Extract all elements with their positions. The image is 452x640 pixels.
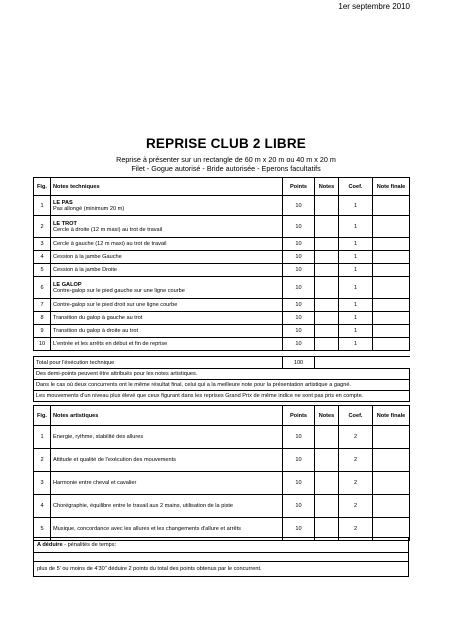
- criterion-desc: Harmonie entre cheval et cavalier: [51, 472, 283, 495]
- points-cell: 10: [283, 426, 315, 449]
- notes-cell[interactable]: [315, 449, 339, 472]
- table-row: [34, 216, 410, 238]
- header-fig: Fig.: [34, 178, 51, 196]
- fig-number: 1: [34, 426, 51, 449]
- movement-desc: Pas allongé (minimum 20 m): [53, 205, 125, 212]
- coef-cell: 1: [339, 238, 373, 251]
- header-final: Note finale: [373, 178, 410, 196]
- table-row: [34, 238, 410, 251]
- final-cell[interactable]: [373, 196, 410, 216]
- points-cell: 10: [283, 264, 315, 277]
- table-row: [34, 338, 410, 351]
- coef-cell: 2: [339, 426, 373, 449]
- notes-cell[interactable]: [315, 472, 339, 495]
- points-cell: 10: [283, 251, 315, 264]
- header-points: Points: [283, 178, 315, 196]
- criterion-desc: Energie, rythme, stabilité des allures: [51, 426, 283, 449]
- points-cell: 10: [283, 495, 315, 518]
- table-row: [34, 264, 410, 277]
- coef-cell: 2: [339, 495, 373, 518]
- header-coef: Coef.: [339, 406, 373, 426]
- final-cell[interactable]: [373, 338, 410, 351]
- header-technical-notes: Notes techniques: [51, 178, 283, 196]
- points-cell: 10: [283, 277, 315, 299]
- notes-cell[interactable]: [315, 251, 339, 264]
- points-cell: 10: [283, 472, 315, 495]
- note-row: [34, 369, 410, 380]
- header-notes: Notes: [315, 406, 339, 426]
- header-coef: Coef.: [339, 178, 373, 196]
- notes-cell[interactable]: [315, 196, 339, 216]
- header-notes: Notes: [315, 178, 339, 196]
- table-row: [34, 299, 410, 312]
- final-cell[interactable]: [373, 299, 410, 312]
- final-cell[interactable]: [373, 472, 410, 495]
- note-row: [34, 391, 410, 402]
- fig-number: 10: [34, 338, 51, 351]
- header-artistic-notes: Notes artistiques: [51, 406, 283, 426]
- notes-cell[interactable]: [315, 216, 339, 238]
- fig-number: 6: [34, 277, 51, 299]
- coef-cell: 1: [339, 277, 373, 299]
- fig-number: 9: [34, 325, 51, 338]
- fig-number: 5: [34, 518, 51, 541]
- coef-cell: 1: [339, 196, 373, 216]
- fig-number: 3: [34, 472, 51, 495]
- notes-cell[interactable]: [315, 312, 339, 325]
- notes-cell[interactable]: [315, 495, 339, 518]
- movement-desc: Cession à la jambe Droite: [51, 264, 283, 277]
- points-cell: 10: [283, 312, 315, 325]
- final-cell[interactable]: [373, 216, 410, 238]
- final-cell[interactable]: [373, 312, 410, 325]
- movement-desc: Cercle à gauche (12 m maxi) au trot de travail: [51, 238, 283, 251]
- final-cell[interactable]: [373, 238, 410, 251]
- subtitle-arena: Reprise à présenter sur un rectangle de 60 m x 20 m ou 40 m x 20 m: [116, 155, 336, 164]
- coef-cell: 2: [339, 472, 373, 495]
- page-title: REPRISE CLUB 2 LIBRE: [145, 136, 307, 151]
- deduction-label: A déduire: [37, 542, 63, 548]
- table-row: [34, 495, 410, 518]
- points-cell: 10: [283, 299, 315, 312]
- notes-cell[interactable]: [315, 238, 339, 251]
- deduction-label-rest: - pénalités de temps:: [62, 542, 117, 548]
- fig-number: 3: [34, 238, 51, 251]
- deduction-box: [33, 537, 409, 577]
- fig-number: 8: [34, 312, 51, 325]
- coef-cell: 2: [339, 518, 373, 541]
- points-cell: 10: [283, 518, 315, 541]
- header-fig: Fig.: [34, 406, 51, 426]
- coef-cell: 1: [339, 312, 373, 325]
- fig-number: 2: [34, 449, 51, 472]
- coef-cell: 1: [339, 338, 373, 351]
- deduction-rule: plus de 5' ou moins de 4'30" déduire 2 points du total des points obtenus par le concurrent.: [37, 566, 262, 572]
- coef-cell: 1: [339, 264, 373, 277]
- artistic-header-row: [34, 406, 410, 426]
- criterion-desc: Musique, concordance avec les allures et les changements d'allure et arrêts: [51, 518, 283, 541]
- artistic-notes-table: [33, 405, 410, 541]
- notes-cell[interactable]: [315, 277, 339, 299]
- header-final: Note finale: [373, 406, 410, 426]
- fig-number: 1: [34, 196, 51, 216]
- notes-cell[interactable]: [315, 426, 339, 449]
- total-points: 100: [283, 357, 315, 369]
- section-title: LE PAS: [53, 199, 73, 206]
- notes-cell[interactable]: [315, 299, 339, 312]
- total-blank: [315, 357, 410, 369]
- criterion-desc: Attitude et qualité de l'exécution des mouvements: [51, 449, 283, 472]
- section-title: LE TROT: [53, 220, 77, 227]
- fig-number: 4: [34, 495, 51, 518]
- deduction-blank: [34, 553, 408, 562]
- table-row: [34, 472, 410, 495]
- fig-number: 2: [34, 216, 51, 238]
- movement-cell: [51, 216, 283, 238]
- movement-desc: Contre-galop sur le pied droit sur une ligne courbe: [51, 299, 283, 312]
- table-row: [34, 312, 410, 325]
- movement-desc: L'entrée et les arrêts en début et fin de reprise: [51, 338, 283, 351]
- fig-number: 5: [34, 264, 51, 277]
- final-cell[interactable]: [373, 449, 410, 472]
- notes-cell[interactable]: [315, 325, 339, 338]
- notes-cell[interactable]: [315, 264, 339, 277]
- final-cell[interactable]: [373, 264, 410, 277]
- note-row: [34, 380, 410, 391]
- table-row: [34, 251, 410, 264]
- rule-note: Dans le cas où deux concurrents ont le même résultat final, celui qui a la meilleure note pour la présentation artistique a gagné.: [34, 380, 410, 391]
- total-label: Total pour l'éxécution technique: [34, 357, 283, 369]
- header-points: Points: [283, 406, 315, 426]
- fig-number: 7: [34, 299, 51, 312]
- movement-desc: Cercle à droite (12 m maxi) au trot de travail: [53, 226, 163, 233]
- coef-cell: 1: [339, 325, 373, 338]
- section-title: LE GALOP: [53, 281, 82, 288]
- final-cell[interactable]: [373, 426, 410, 449]
- points-cell: 10: [283, 325, 315, 338]
- table-row: [34, 426, 410, 449]
- final-cell[interactable]: [373, 277, 410, 299]
- table-row: [34, 325, 410, 338]
- points-cell: 10: [283, 238, 315, 251]
- fig-number: 4: [34, 251, 51, 264]
- table-row: [34, 277, 410, 299]
- technical-notes-table: [33, 177, 410, 402]
- total-row: [34, 357, 410, 369]
- technical-header-row: [34, 178, 410, 196]
- subtitle-equipment: Filet - Gogue autorisé - Bride autorisée - Eperons facultatifs: [131, 164, 321, 173]
- points-cell: 10: [283, 338, 315, 351]
- table-row: [34, 196, 410, 216]
- movement-cell: [51, 196, 283, 216]
- deduction-header: [34, 538, 408, 553]
- table-row: [34, 449, 410, 472]
- movement-desc: Contre-galop sur le pied gauche sur une ligne courbe: [53, 287, 185, 294]
- notes-cell[interactable]: [315, 338, 339, 351]
- movement-desc: Cession à la jambe Gauche: [51, 251, 283, 264]
- points-cell: 10: [283, 216, 315, 238]
- coef-cell: 1: [339, 251, 373, 264]
- rule-note: Des demi-points peuvent être attribués pour les notes artistiques.: [34, 369, 410, 380]
- coef-cell: 1: [339, 299, 373, 312]
- final-cell[interactable]: [373, 325, 410, 338]
- criterion-desc: Chorégraphie, équilibre entre le travail aux 2 mains, utilisation de la piste: [51, 495, 283, 518]
- document-date: 1er septembre 2010: [338, 2, 410, 11]
- coef-cell: 2: [339, 449, 373, 472]
- points-cell: 10: [283, 196, 315, 216]
- final-cell[interactable]: [373, 495, 410, 518]
- rule-note: Les mouvements d'un niveau plus élevé que ceux figurant dans les reprises Grand Prix de même indice ne sont pas pris en compte.: [34, 391, 410, 402]
- points-cell: 10: [283, 449, 315, 472]
- final-cell[interactable]: [373, 251, 410, 264]
- coef-cell: 1: [339, 216, 373, 238]
- movement-desc: Transition du galop à gauche au trot: [51, 312, 283, 325]
- movement-cell: [51, 277, 283, 299]
- movement-desc: Transition du galop à droite au trot: [51, 325, 283, 338]
